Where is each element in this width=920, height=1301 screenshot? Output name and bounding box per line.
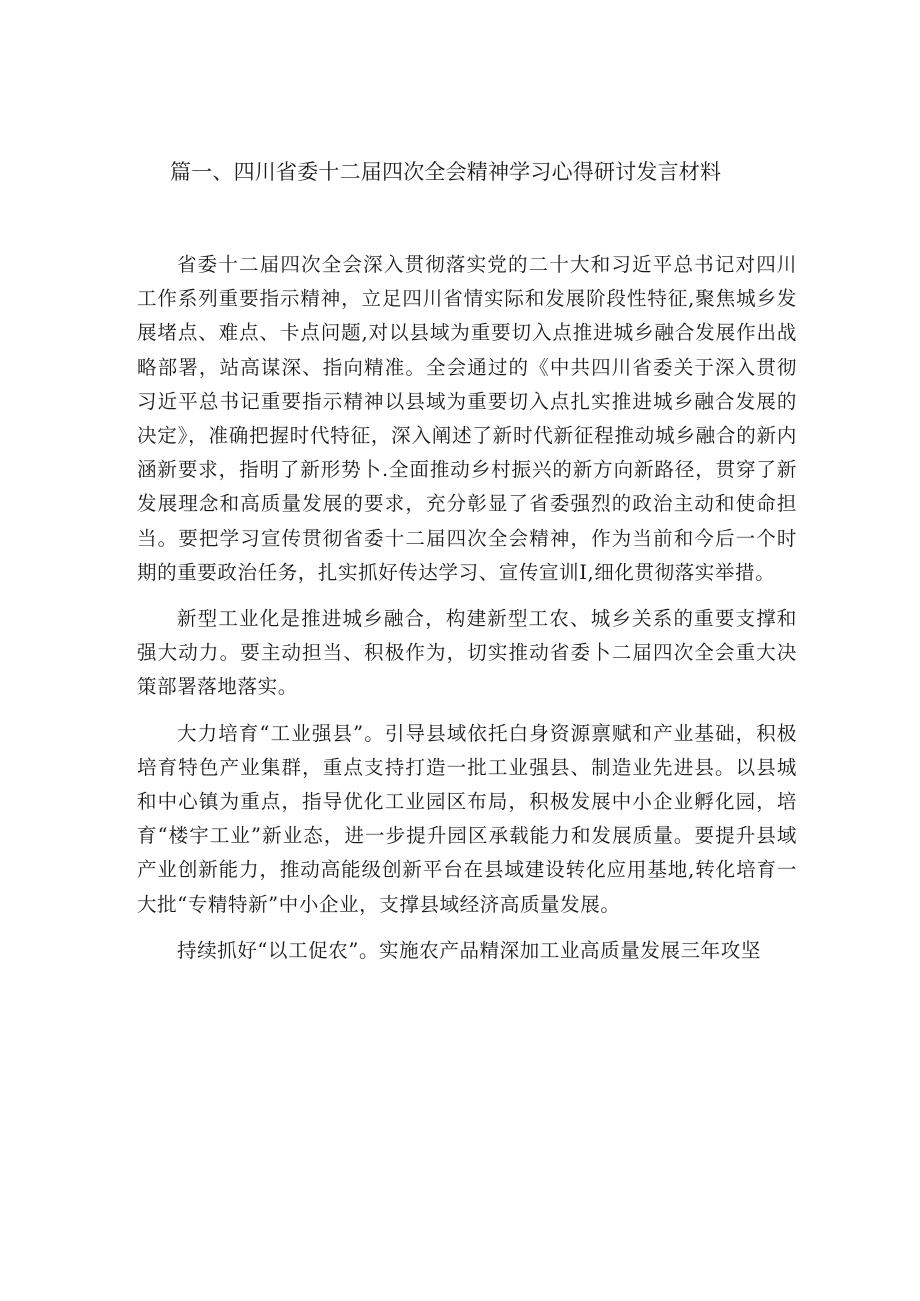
paragraph-industrial-county: 大力培育“工业强县”。引导县域依托白身资源禀赋和产业基础，积极培育特色产业集群，重点支持打造一批工业强县、制造业先进县。以县城和中心镇为重点，指导优化工业园区布局，积极发展中小企业孵化园，培育“楼宇工业”新业态，进一步提升园区承载能力和发展质量。要提升县域产业创新能力，推动高能级创新平台在县域建设转化应用基地,转化培育一大批“专精特新”中小企业，支撑县域经济高质量发展。 xyxy=(137,721,797,916)
paragraph-new-industrialization: 新型工业化是推进城乡融合，构建新型工农、城乡关系的重要支撑和强大动力。要主动担当、积极作为，切实推动省委卜二届四次全会重大决策部署落地落实。 xyxy=(137,607,797,699)
document-title: 篇一、四川省委十二届四次全会精神学习心得研讨发言材料 xyxy=(170,160,722,184)
paragraph-intro: 省委十二届四次全会深入贯彻落实党的二十大和习近平总书记对四川工作系列重要指示精神，立足四川省情实际和发展阶段性特征,聚焦城乡发展堵点、难点、卡点问题,对以县域为重要切入点推进城乡融合发展作出战略部署，站高谋深、指向精准。全会通过的《中共四川省委关于深入贯彻习近平总书记重要指示精神以县域为重要切入点扎实推进城乡融合发展的决定》，准确把握时代特征，深入阐述了新时代新征程推动城乡融合的新内涵新要求，指明了新形势卜.全面推动乡村振兴的新方向新路径，贯穿了新发展理念和高质量发展的要求，充分彰显了省委强烈的政治主动和使命担当。要把学习宣传贯彻省委十二届四次全会精神，作为当前和今后一个时期的重要政治任务，扎实抓好传达学习、宣传宣训I,细化贯彻落实举措。 xyxy=(137,253,797,584)
document-body xyxy=(137,248,797,980)
paragraph-industry-promotes-agriculture: 持续抓好“以工促农”。实施农产品精深加工业高质量发展三年攻坚 xyxy=(177,938,761,962)
